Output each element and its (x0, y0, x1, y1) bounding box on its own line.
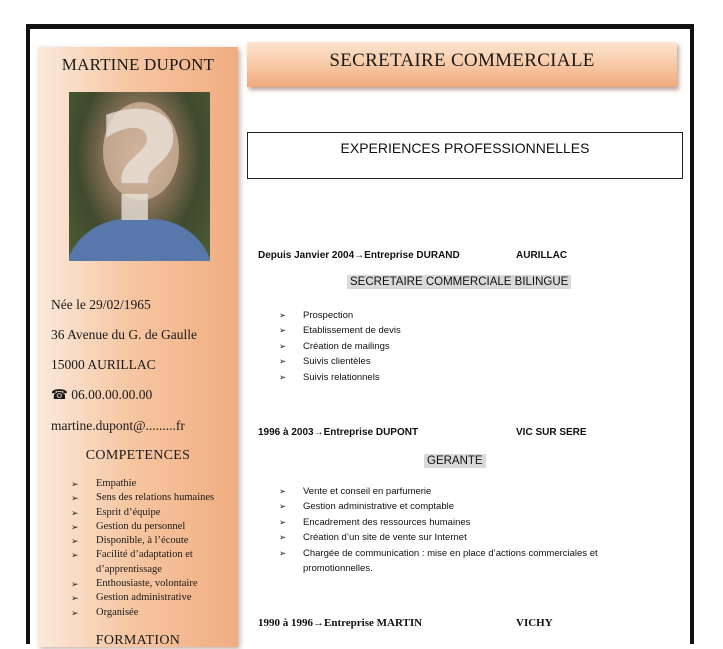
arrow-bullet-icon: ➢ (279, 356, 287, 367)
cv-page (26, 24, 694, 648)
arrow-bullet-icon: ➢ (279, 340, 287, 351)
arrow-bullet-icon: ➢ (71, 593, 79, 604)
competences-heading: COMPETENCES (85, 448, 191, 463)
competences-list (71, 477, 246, 620)
arrow-bullet-icon: ➢ (279, 325, 287, 336)
arrow-bullet-icon: ➢ (279, 501, 287, 512)
job-title-banner (247, 42, 677, 87)
list-item: ➢ Etablissement de devis (279, 323, 663, 338)
phone-number: ☎ 06.00.00.00.00 (51, 387, 153, 402)
arrow-bullet-icon: ➢ (279, 371, 287, 382)
list-item: ➢ Empathie (71, 477, 246, 491)
arrow-bullet-icon: ➢ (279, 547, 287, 558)
candidate-name: MARTINE DUPONT (61, 55, 215, 74)
job-period: 1996 à 2003→Entreprise DUPONT (258, 427, 419, 438)
experiences-heading: EXPERIENCES PROFESSIONNELLES (247, 132, 683, 179)
job-role: SECRETAIRE COMMERCIALE BILINGUE (347, 275, 571, 289)
arrow-bullet-icon: ➢ (71, 493, 79, 504)
list-item: ➢ Gestion administrative (71, 591, 246, 605)
formation-heading: FORMATION (95, 633, 181, 648)
arrow-bullet-icon: ➢ (71, 550, 79, 561)
list-item: ➢ Enthousiaste, volontaire (71, 577, 246, 591)
list-item: ➢ Encadrement des ressources humaines (279, 515, 663, 530)
arrow-bullet-icon: ➢ (71, 507, 79, 518)
job-period: Depuis Janvier 2004→Entreprise DURAND (258, 250, 460, 261)
list-item: ➢ Suivis relationnels (279, 370, 663, 385)
list-item: ➢ Gestion administrative et comptable (279, 499, 663, 514)
list-item: ➢ Suivis clientèles (279, 354, 663, 369)
arrow-bullet-icon: ➢ (279, 310, 287, 320)
arrow-bullet-icon: ➢ (279, 486, 287, 496)
city-line: 15000 AURILLAC (51, 357, 156, 372)
arrow-bullet-icon: ➢ (71, 607, 79, 618)
arrow-bullet-icon: ➢ (71, 536, 79, 547)
list-item: ➢ Chargée de communication : mise en place d’actions commerciales et promotionnelles. (279, 547, 598, 575)
birth-date: Née le 29/02/1965 (51, 297, 151, 312)
sidebar (38, 47, 238, 647)
list-item: ➢ Prospection (279, 308, 663, 323)
list-item: ➢ Disponible, à l’écoute (71, 534, 246, 548)
task-list (279, 484, 663, 576)
job-location: AURILLAC (516, 250, 568, 261)
list-item: ➢ Création de mailings (279, 339, 663, 354)
email-address: martine.dupont@.........fr (51, 418, 185, 433)
arrow-bullet-icon: ➢ (71, 579, 79, 590)
list-item: ➢ Esprit d’équipe (71, 506, 246, 520)
list-item: ➢ Sens des relations humaines (71, 491, 246, 505)
list-item: ➢ Création d’un site de vente sur Internet (279, 530, 663, 545)
list-item: ➢ Facilité d’adaptation et d’apprentissage (71, 549, 193, 575)
arrow-bullet-icon: ➢ (71, 479, 79, 489)
job-title: SECRETAIRE COMMERCIALE (329, 50, 595, 71)
arrow-bullet-icon: ➢ (279, 532, 287, 543)
task-list (279, 308, 663, 385)
arrow-bullet-icon: ➢ (279, 516, 287, 527)
question-mark-icon: ? (95, 92, 183, 256)
job-role: GERANTE (424, 454, 486, 468)
job-location: VICHY (516, 617, 553, 629)
list-item: ➢ Organisée (71, 606, 246, 620)
job-location: VIC SUR SERE (516, 427, 587, 438)
arrow-bullet-icon: ➢ (71, 521, 79, 532)
list-item: ➢ Gestion du personnel (71, 520, 246, 534)
address-line: 36 Avenue du G. de Gaulle (51, 327, 197, 342)
profile-photo-placeholder (69, 92, 210, 261)
job-period: 1990 à 1996→Entreprise MARTIN (258, 617, 423, 629)
list-item: ➢ Vente et conseil en parfumerie (279, 484, 663, 499)
